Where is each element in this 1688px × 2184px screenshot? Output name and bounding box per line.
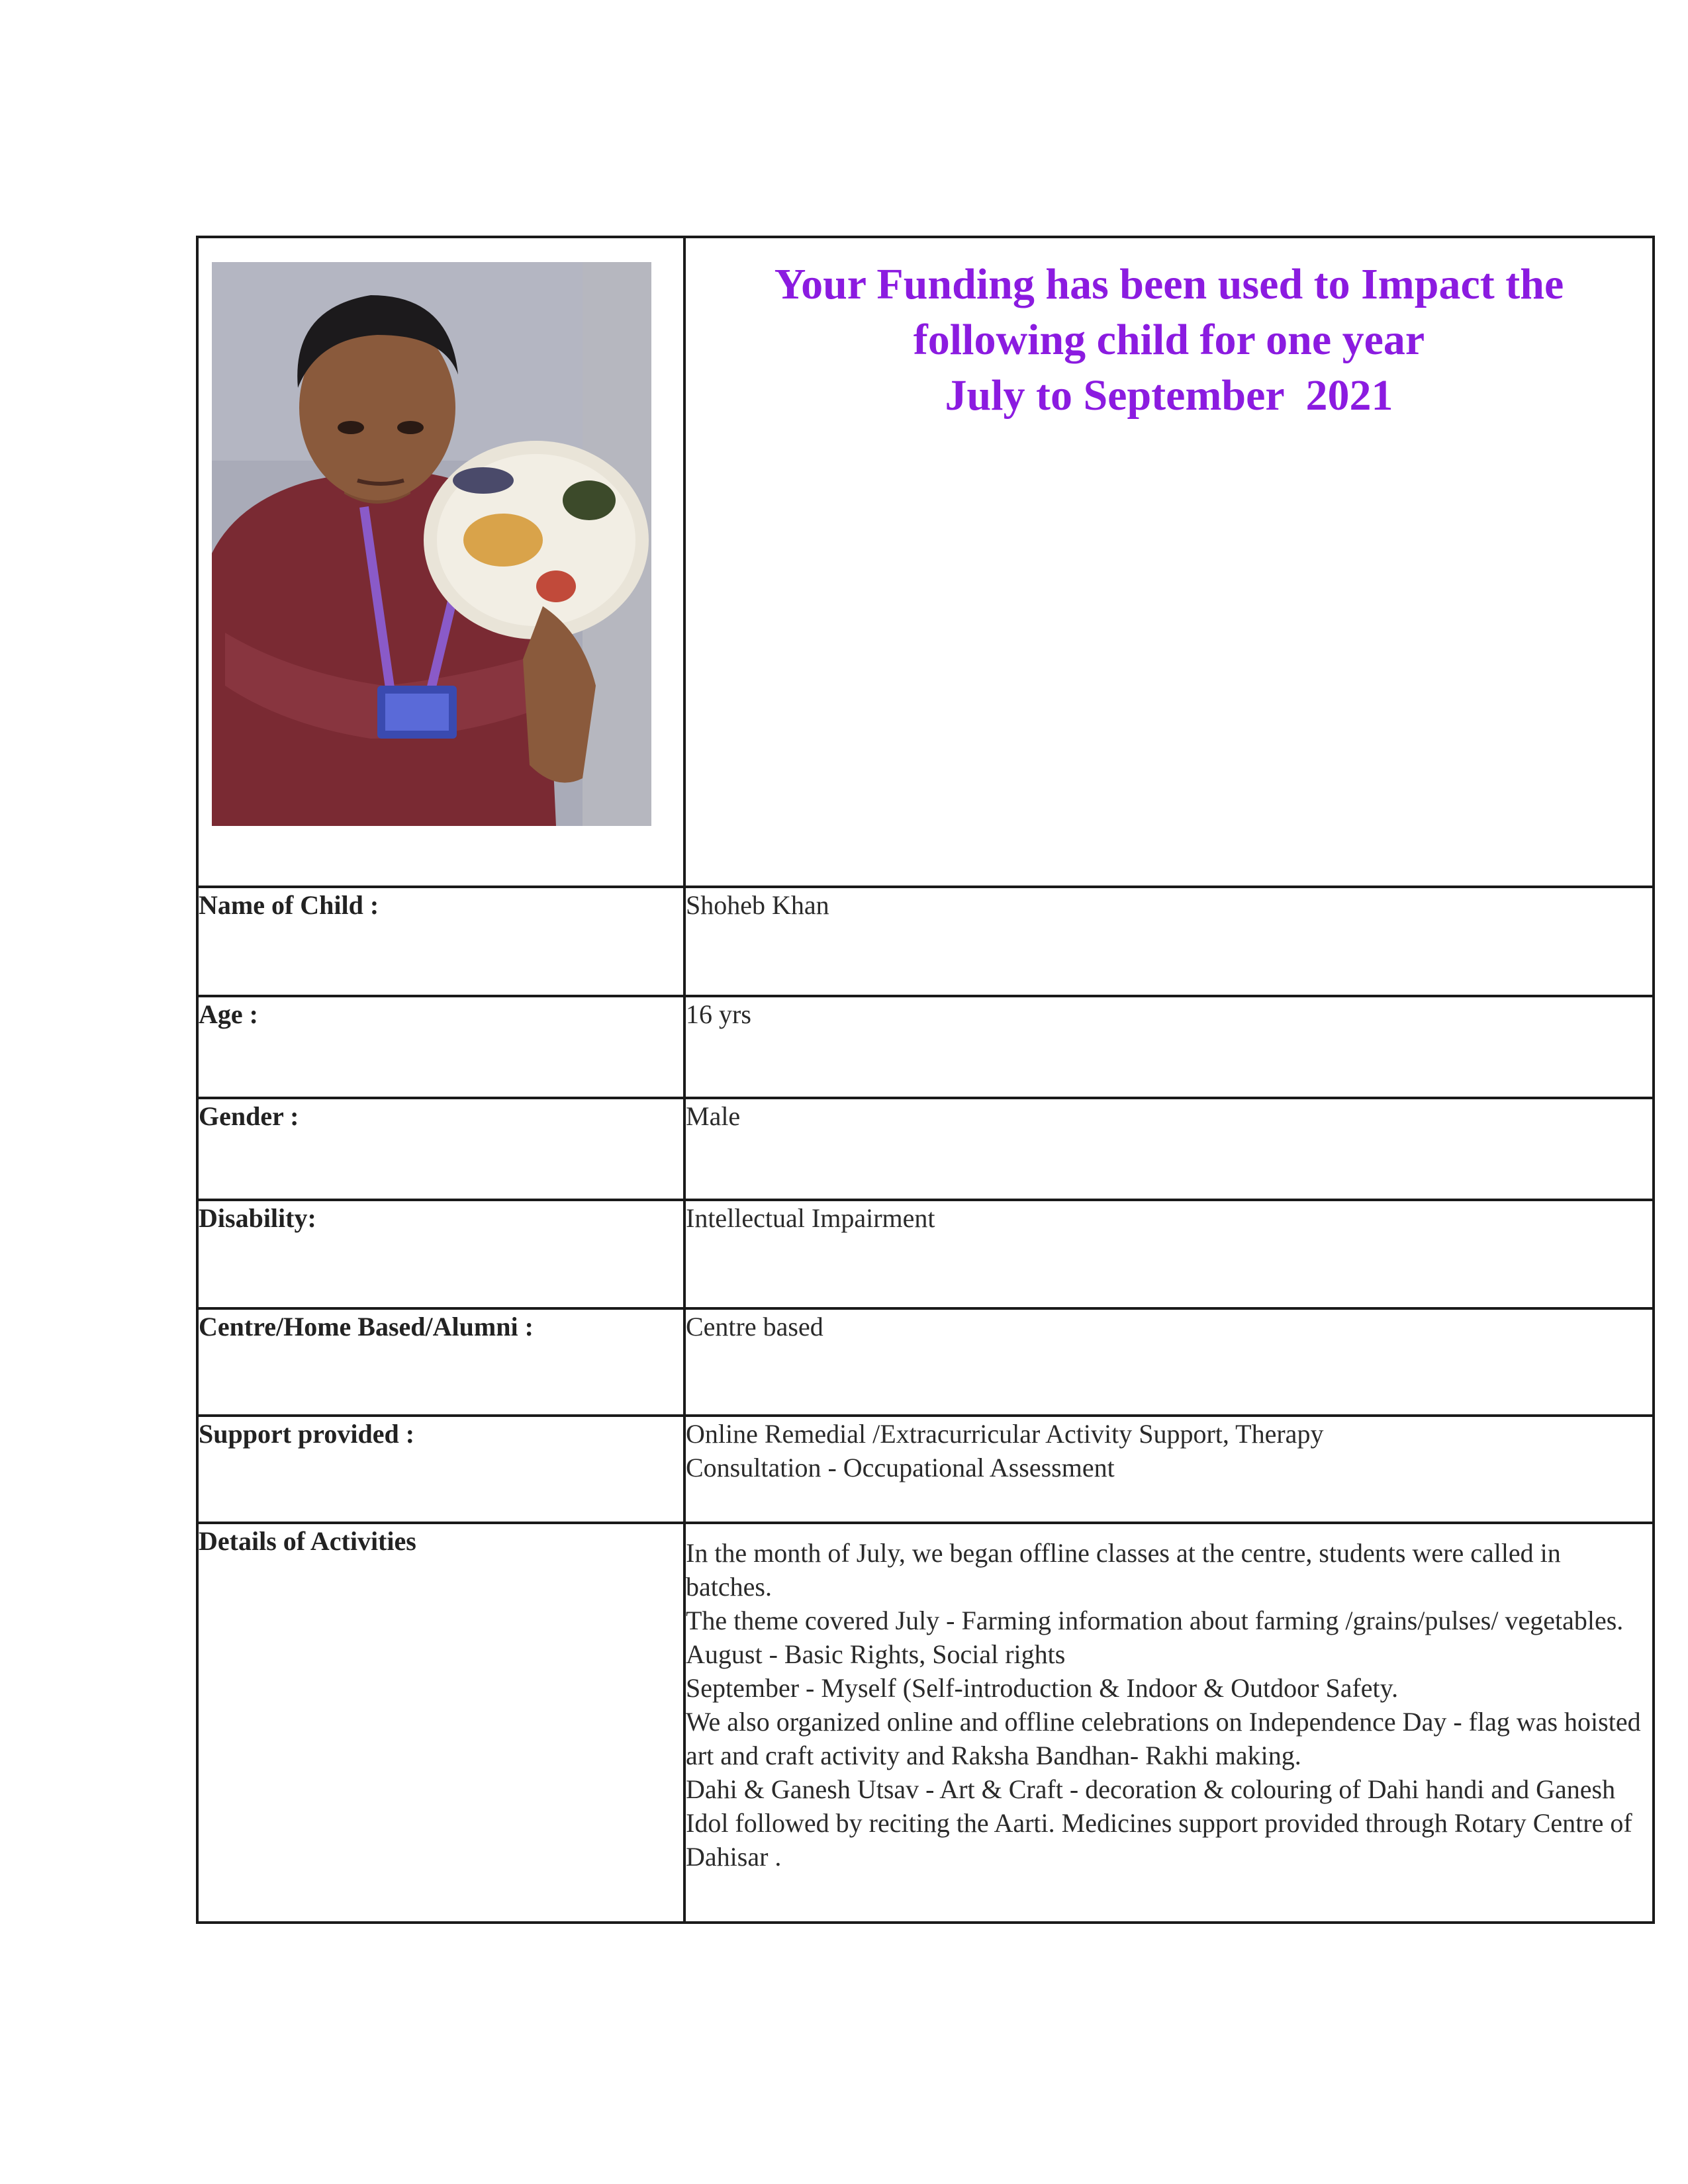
details-line-3: August - Basic Rights, Social rights [686, 1639, 1066, 1669]
disability-value: Intellectual Impairment [684, 1200, 1654, 1308]
support-line-1: Online Remedial /Extracurricular Activity Support, Therapy [686, 1419, 1324, 1449]
child-photo [212, 262, 651, 826]
gender-label: Gender : [197, 1098, 684, 1200]
details-line-1: In the month of July, we began offline classes at the centre, students were called in batches. [686, 1538, 1561, 1602]
row-gender [197, 1098, 1654, 1200]
disability-label: Disability: [197, 1200, 684, 1308]
row-disability [197, 1200, 1654, 1308]
details-line-5: We also organized online and offline celebrations on Independence Day - flag was hoisted art and craft activity and Raksha Bandhan- Rakhi making. [686, 1707, 1641, 1770]
row-centre [197, 1308, 1654, 1416]
row-details [197, 1523, 1654, 1923]
details-line-6: Dahi & Ganesh Utsav - Art & Craft - decoration & colouring of Dahi handi and Ganesh Idol followed by reciting the Aarti. Medicines support provided through Rotary Centre of Dahisar . [686, 1774, 1632, 1872]
age-value: 16 yrs [684, 996, 1654, 1098]
support-label: Support provided : [197, 1416, 684, 1523]
details-label: Details of Activities [197, 1523, 684, 1923]
details-line-2: The theme covered July - Farming information about farming /grains/pulses/ vegetables. [686, 1606, 1624, 1635]
row-support [197, 1416, 1654, 1523]
name-label: Name of Child : [197, 887, 684, 996]
centre-label: Centre/Home Based/Alumni : [197, 1308, 684, 1416]
centre-value: Centre based [684, 1308, 1654, 1416]
age-label: Age : [197, 996, 684, 1098]
row-age [197, 996, 1654, 1098]
impact-title-line-2: following child for one year [913, 316, 1425, 364]
title-cell [684, 237, 1654, 887]
row-name [197, 887, 1654, 996]
gender-value: Male [684, 1098, 1654, 1200]
support-value [684, 1416, 1654, 1523]
impact-title-line-1: Your Funding has been used to Impact the [774, 260, 1564, 308]
child-impact-table [196, 236, 1655, 1924]
details-value [684, 1523, 1654, 1923]
impact-title-line-3: July to September 2021 [945, 371, 1393, 420]
name-value: Shoheb Khan [684, 887, 1654, 996]
support-line-2: Consultation - Occupational Assessment [686, 1453, 1115, 1482]
photo-cell [197, 237, 684, 887]
impact-title [692, 257, 1646, 424]
details-line-4: September - Myself (Self-introduction & Indoor & Outdoor Safety. [686, 1673, 1399, 1703]
